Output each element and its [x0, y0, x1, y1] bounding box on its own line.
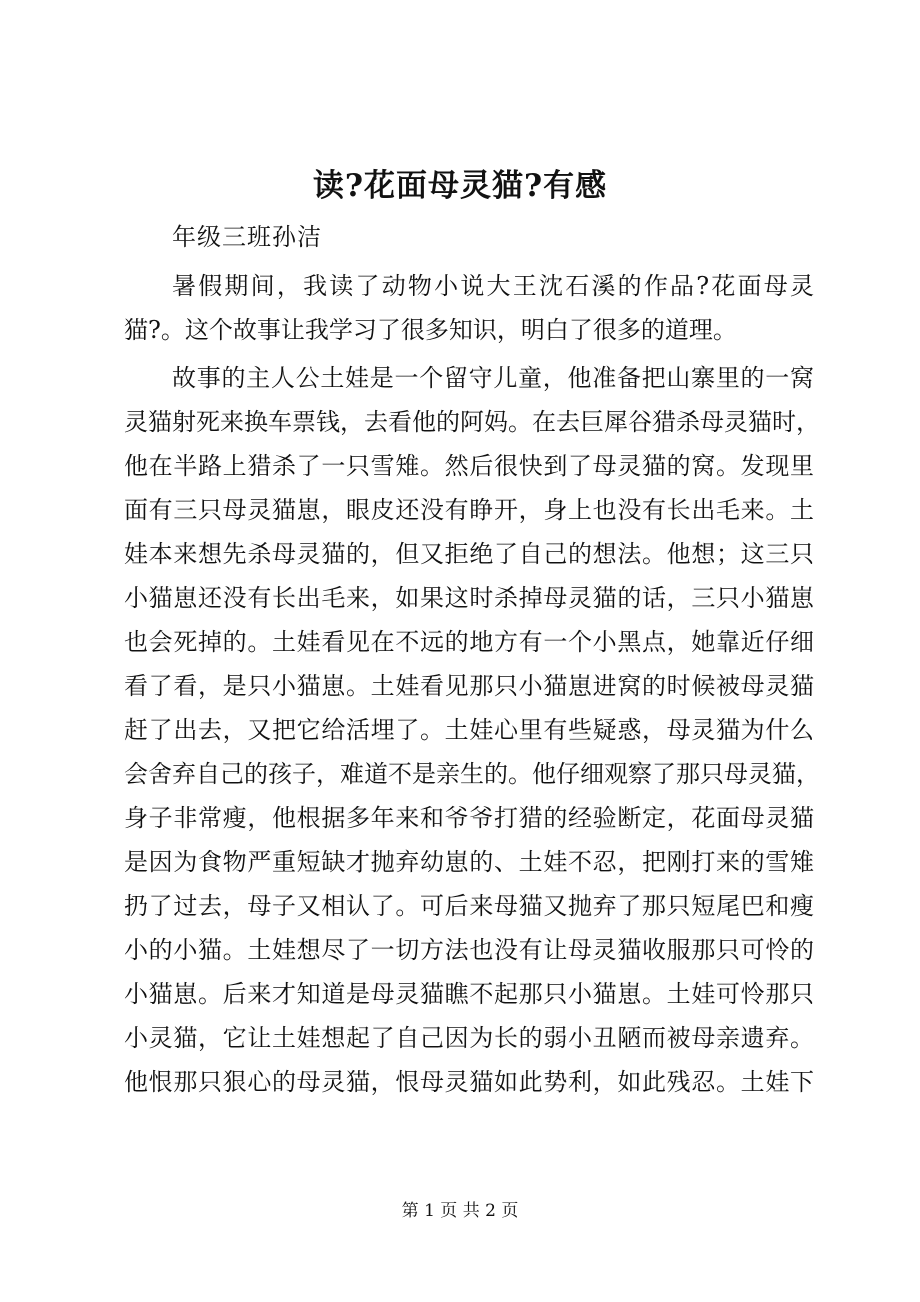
paragraph-2-line-9: 赶了出去，又把它给活埋了。土娃心里有些疑惑，母灵猫为什么 — [124, 716, 814, 744]
paragraph-2-line-6: 小猫崽还没有长出毛来，如果这时杀掉母灵猫的话，三只小猫崽 — [124, 584, 814, 612]
document-body — [124, 264, 820, 1104]
paragraph-2-line-8: 看了看，是只小猫崽。土娃看见那只小猫崽进窝的时候被母灵猫 — [124, 672, 814, 700]
paragraph-2-line-2: 灵猫射死来换车票钱，去看他的阿妈。在去巨犀谷猎杀母灵猫时， — [124, 408, 820, 436]
paragraph-1-line-1: 暑假期间，我读了动物小说大王沈石溪的作品?花面母灵 — [172, 272, 814, 300]
page-footer: 第 1 页 共 2 页 — [401, 1201, 519, 1221]
paragraph-2-line-10: 会舍弃自己的孩子，难道不是亲生的。他仔细观察了那只母灵猫， — [124, 760, 820, 788]
paragraph-2-line-4: 面有三只母灵猫崽，眼皮还没有睁开，身上也没有长出毛来。土 — [124, 496, 814, 524]
author-line: 年级三班孙洁 — [172, 223, 322, 251]
paragraph-2-line-12: 是因为食物严重短缺才抛弃幼崽的、土娃不忍，把刚打来的雪雉 — [124, 848, 814, 876]
paragraph-2-line-5: 娃本来想先杀母灵猫的，但又拒绝了自己的想法。他想；这三只 — [124, 540, 814, 568]
paragraph-2-line-15: 小猫崽。后来才知道是母灵猫瞧不起那只小猫崽。土娃可怜那只 — [124, 980, 814, 1008]
paragraph-2-line-14: 小的小猫。土娃想尽了一切方法也没有让母灵猫收服那只可怜的 — [124, 936, 814, 964]
document-title: 读?花面母灵猫?有感 — [312, 168, 608, 204]
paragraph-2-line-7: 也会死掉的。土娃看见在不远的地方有一个小黑点，她靠近仔细 — [124, 628, 814, 656]
paragraph-2-line-3: 他在半路上猎杀了一只雪雉。然后很快到了母灵猫的窝。发现里 — [124, 452, 814, 480]
paragraph-2-line-1: 故事的主人公土娃是一个留守儿童，他准备把山寨里的一窝 — [172, 364, 814, 392]
paragraph-2-line-13: 扔了过去，母子又相认了。可后来母猫又抛弃了那只短尾巴和瘦 — [124, 892, 814, 920]
paragraph-2-line-11: 身子非常瘦，他根据多年来和爷爷打猎的经验断定，花面母灵猫 — [124, 804, 814, 832]
paragraph-2-line-16: 小灵猫，它让土娃想起了自己因为长的弱小丑陋而被母亲遗弃。 — [124, 1024, 814, 1052]
paragraph-2-line-17: 他恨那只狠心的母灵猫，恨母灵猫如此势利，如此残忍。土娃下 — [124, 1068, 814, 1096]
paragraph-1-line-2: 猫?。这个故事让我学习了很多知识，明白了很多的道理。 — [124, 316, 737, 344]
